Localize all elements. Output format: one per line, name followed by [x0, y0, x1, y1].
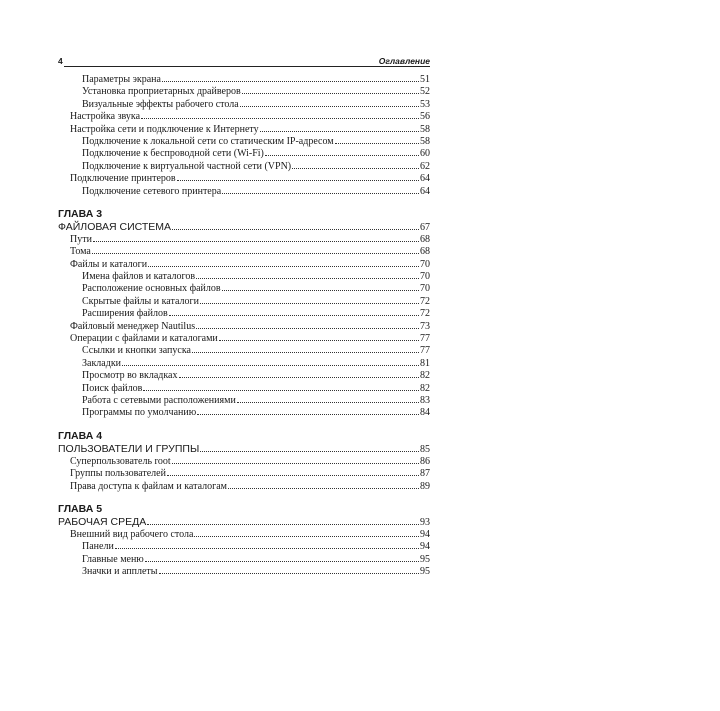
- toc-page-number: 62: [420, 160, 430, 172]
- toc-subsection-entry: [58, 566, 430, 578]
- toc-subsection-entry: [58, 74, 430, 86]
- dot-leader: [172, 229, 419, 230]
- toc-section-entry: [58, 173, 430, 185]
- toc-page-number: 72: [420, 308, 430, 320]
- dot-leader: [228, 488, 419, 489]
- dot-leader: [167, 475, 419, 476]
- toc-page-number: 85: [420, 443, 430, 455]
- toc-section-entry: [58, 111, 430, 123]
- dot-leader: [147, 524, 419, 525]
- header-rule: [64, 66, 430, 67]
- running-header: [58, 56, 430, 67]
- toc-entry-title: Работа с сетевыми расположениями: [82, 394, 236, 406]
- toc-page-number: 94: [420, 541, 430, 553]
- dot-leader: [196, 278, 419, 279]
- toc-entry-title: Параметры экрана: [82, 74, 161, 85]
- toc-entry-title: Права доступа к файлам и каталогам: [70, 480, 227, 492]
- dot-leader: [200, 451, 419, 452]
- toc-page-number: 68: [420, 233, 430, 245]
- dot-leader: [93, 241, 419, 242]
- toc-entry-title: Подключение принтеров: [70, 173, 176, 185]
- toc-page-number: 95: [420, 553, 430, 565]
- dot-leader: [159, 573, 419, 574]
- dot-leader: [222, 290, 419, 291]
- toc-page-number: 58: [420, 135, 430, 147]
- chapter-label-text: ГЛАВА 5: [58, 502, 103, 515]
- toc-subsection-entry: [58, 296, 430, 308]
- toc-page-number: 70: [420, 283, 430, 295]
- toc-entry-title: Файловый менеджер Nautilus: [70, 320, 196, 332]
- dot-leader: [177, 180, 419, 181]
- dot-leader: [169, 315, 419, 316]
- toc-entry-title: ПОЛЬЗОВАТЕЛИ И ГРУППЫ: [58, 442, 200, 455]
- dot-leader: [115, 548, 419, 549]
- toc-subsection-entry: [58, 86, 430, 98]
- toc-entry-title: Подключение сетевого принтера: [82, 185, 222, 197]
- dot-leader: [172, 463, 419, 464]
- dot-leader: [219, 340, 419, 341]
- dot-leader: [292, 168, 419, 169]
- toc-subsection-entry: [58, 271, 430, 283]
- chapter-title-entry: [58, 443, 430, 456]
- toc-subsection-entry: [58, 99, 430, 111]
- dot-leader: [335, 143, 419, 144]
- toc-entry-title: Панели: [82, 541, 114, 553]
- chapter-title-entry: [58, 516, 430, 529]
- toc-section-entry: [58, 234, 430, 246]
- running-title: Оглавление: [378, 56, 430, 66]
- toc-subsection-entry: [58, 283, 430, 295]
- toc-page-number: 67: [420, 221, 430, 233]
- dot-leader: [145, 561, 419, 562]
- toc-page-number: 56: [420, 111, 430, 123]
- toc-entry-title: Расположение основных файлов: [82, 283, 221, 295]
- toc-subsection-entry: [58, 358, 430, 370]
- chapter-label: [58, 207, 430, 221]
- toc-entry-title: Внешний вид рабочего стола: [70, 528, 194, 540]
- dot-leader: [192, 352, 419, 353]
- toc-section-entry: [58, 529, 430, 541]
- toc-entry-title: Файлы и каталоги: [70, 258, 148, 270]
- dot-leader: [222, 193, 419, 194]
- dot-leader: [162, 81, 419, 82]
- toc-entry-title: Настройка звука: [70, 111, 141, 123]
- dot-leader: [200, 303, 419, 304]
- dot-leader: [141, 118, 419, 119]
- toc-section-entry: [58, 246, 430, 258]
- toc-entry-title: РАБОЧАЯ СРЕДА: [58, 515, 147, 528]
- toc-page-number: 58: [420, 123, 430, 135]
- toc-page-number: 68: [420, 246, 430, 258]
- dot-leader: [196, 328, 419, 329]
- toc-subsection-entry: [58, 383, 430, 395]
- toc-section-entry: [58, 456, 430, 468]
- toc-entry-title: Установка проприетарных драйверов: [82, 86, 241, 98]
- toc-entry-title: ФАЙЛОВАЯ СИСТЕМА: [58, 220, 172, 233]
- toc-section-entry: [58, 259, 430, 271]
- toc-entry-title: Настройка сети и подключение к Интернету: [70, 123, 259, 135]
- toc-page-number: 93: [420, 516, 430, 528]
- toc-entry-title: Пути: [70, 233, 92, 245]
- toc-entry-title: Тома: [70, 246, 91, 258]
- toc-subsection-entry: [58, 541, 430, 553]
- toc-page-number: 87: [420, 468, 430, 480]
- toc-page-number: 72: [420, 295, 430, 307]
- dot-leader: [260, 131, 419, 132]
- dot-leader: [240, 106, 419, 107]
- toc-entry-title: Программы по умолчанию: [82, 407, 197, 419]
- toc-entry-title: Имена файлов и каталогов: [82, 271, 196, 283]
- chapter-label-text: ГЛАВА 3: [58, 207, 103, 220]
- toc-section-entry: [58, 124, 430, 136]
- chapter-label: [58, 502, 430, 516]
- toc-page-number: 73: [420, 320, 430, 332]
- toc-page-number: 64: [420, 173, 430, 185]
- toc-section-entry: [58, 468, 430, 480]
- toc-page-number: 70: [420, 258, 430, 270]
- toc-subsection-entry: [58, 554, 430, 566]
- toc-subsection-entry: [58, 370, 430, 382]
- toc-subsection-entry: [58, 136, 430, 148]
- toc-page-number: 82: [420, 370, 430, 382]
- toc-subsection-entry: [58, 186, 430, 198]
- chapter-label: [58, 429, 430, 443]
- dot-leader: [122, 365, 419, 366]
- toc-page-number: 77: [420, 333, 430, 345]
- toc-subsection-entry: [58, 148, 430, 160]
- toc-page-number: 94: [420, 528, 430, 540]
- toc-section-entry: [58, 321, 430, 333]
- toc-page-number: 82: [420, 382, 430, 394]
- toc-entry-title: Подключение к локальной сети со статическим IP-адресом: [82, 135, 334, 147]
- toc-entry-title: Операции с файлами и каталогами: [70, 333, 218, 345]
- dot-leader: [148, 266, 419, 267]
- toc-page-number: 64: [420, 185, 430, 197]
- dot-leader: [143, 390, 419, 391]
- toc-entry-title: Скрытые файлы и каталоги: [82, 295, 199, 307]
- dot-leader: [237, 402, 419, 403]
- toc-entry-title: Ссылки и кнопки запуска: [82, 345, 191, 357]
- toc-page-number: 81: [420, 357, 430, 369]
- toc-entry-title: Группы пользователей: [70, 468, 166, 480]
- page-number: 4: [58, 56, 63, 66]
- toc-entry-title: Подключение к виртуальной частной сети (VPN): [82, 160, 292, 172]
- toc-entry-title: Главные меню: [82, 553, 144, 565]
- toc-page-number: 86: [420, 455, 430, 467]
- toc-page-number: 83: [420, 394, 430, 406]
- toc-page-number: 84: [420, 407, 430, 419]
- toc-entry-title: Суперпользователь root: [70, 455, 171, 467]
- dot-leader: [242, 93, 419, 94]
- toc-subsection-entry: [58, 161, 430, 173]
- chapter-title-entry: [58, 221, 430, 234]
- toc-section-entry: [58, 333, 430, 345]
- table-of-contents: [58, 74, 430, 579]
- toc-entry-title: Подключение к беспроводной сети (Wi-Fi): [82, 148, 264, 160]
- dot-leader: [179, 377, 420, 378]
- toc-section-entry: [58, 481, 430, 493]
- dot-leader: [194, 536, 419, 537]
- toc-subsection-entry: [58, 308, 430, 320]
- chapter-label-text: ГЛАВА 4: [58, 429, 103, 442]
- toc-page-number: 52: [420, 86, 430, 98]
- toc-entry-title: Расширения файлов: [82, 308, 168, 320]
- toc-entry-title: Просмотр во вкладках: [82, 370, 178, 382]
- dot-leader: [92, 253, 419, 254]
- dot-leader: [265, 155, 419, 156]
- toc-page-number: 89: [420, 480, 430, 492]
- toc-page-number: 51: [420, 74, 430, 85]
- toc-page-number: 53: [420, 98, 430, 110]
- toc-subsection-entry: [58, 345, 430, 357]
- toc-entry-title: Значки и апплеты: [82, 566, 158, 578]
- toc-page-number: 60: [420, 148, 430, 160]
- toc-entry-title: Визуальные эффекты рабочего стола: [82, 98, 239, 110]
- dot-leader: [197, 414, 419, 415]
- toc-entry-title: Поиск файлов: [82, 382, 143, 394]
- toc-page-number: 95: [420, 566, 430, 578]
- toc-subsection-entry: [58, 407, 430, 419]
- toc-entry-title: Закладки: [82, 357, 122, 369]
- toc-subsection-entry: [58, 395, 430, 407]
- toc-page-number: 77: [420, 345, 430, 357]
- toc-page-number: 70: [420, 271, 430, 283]
